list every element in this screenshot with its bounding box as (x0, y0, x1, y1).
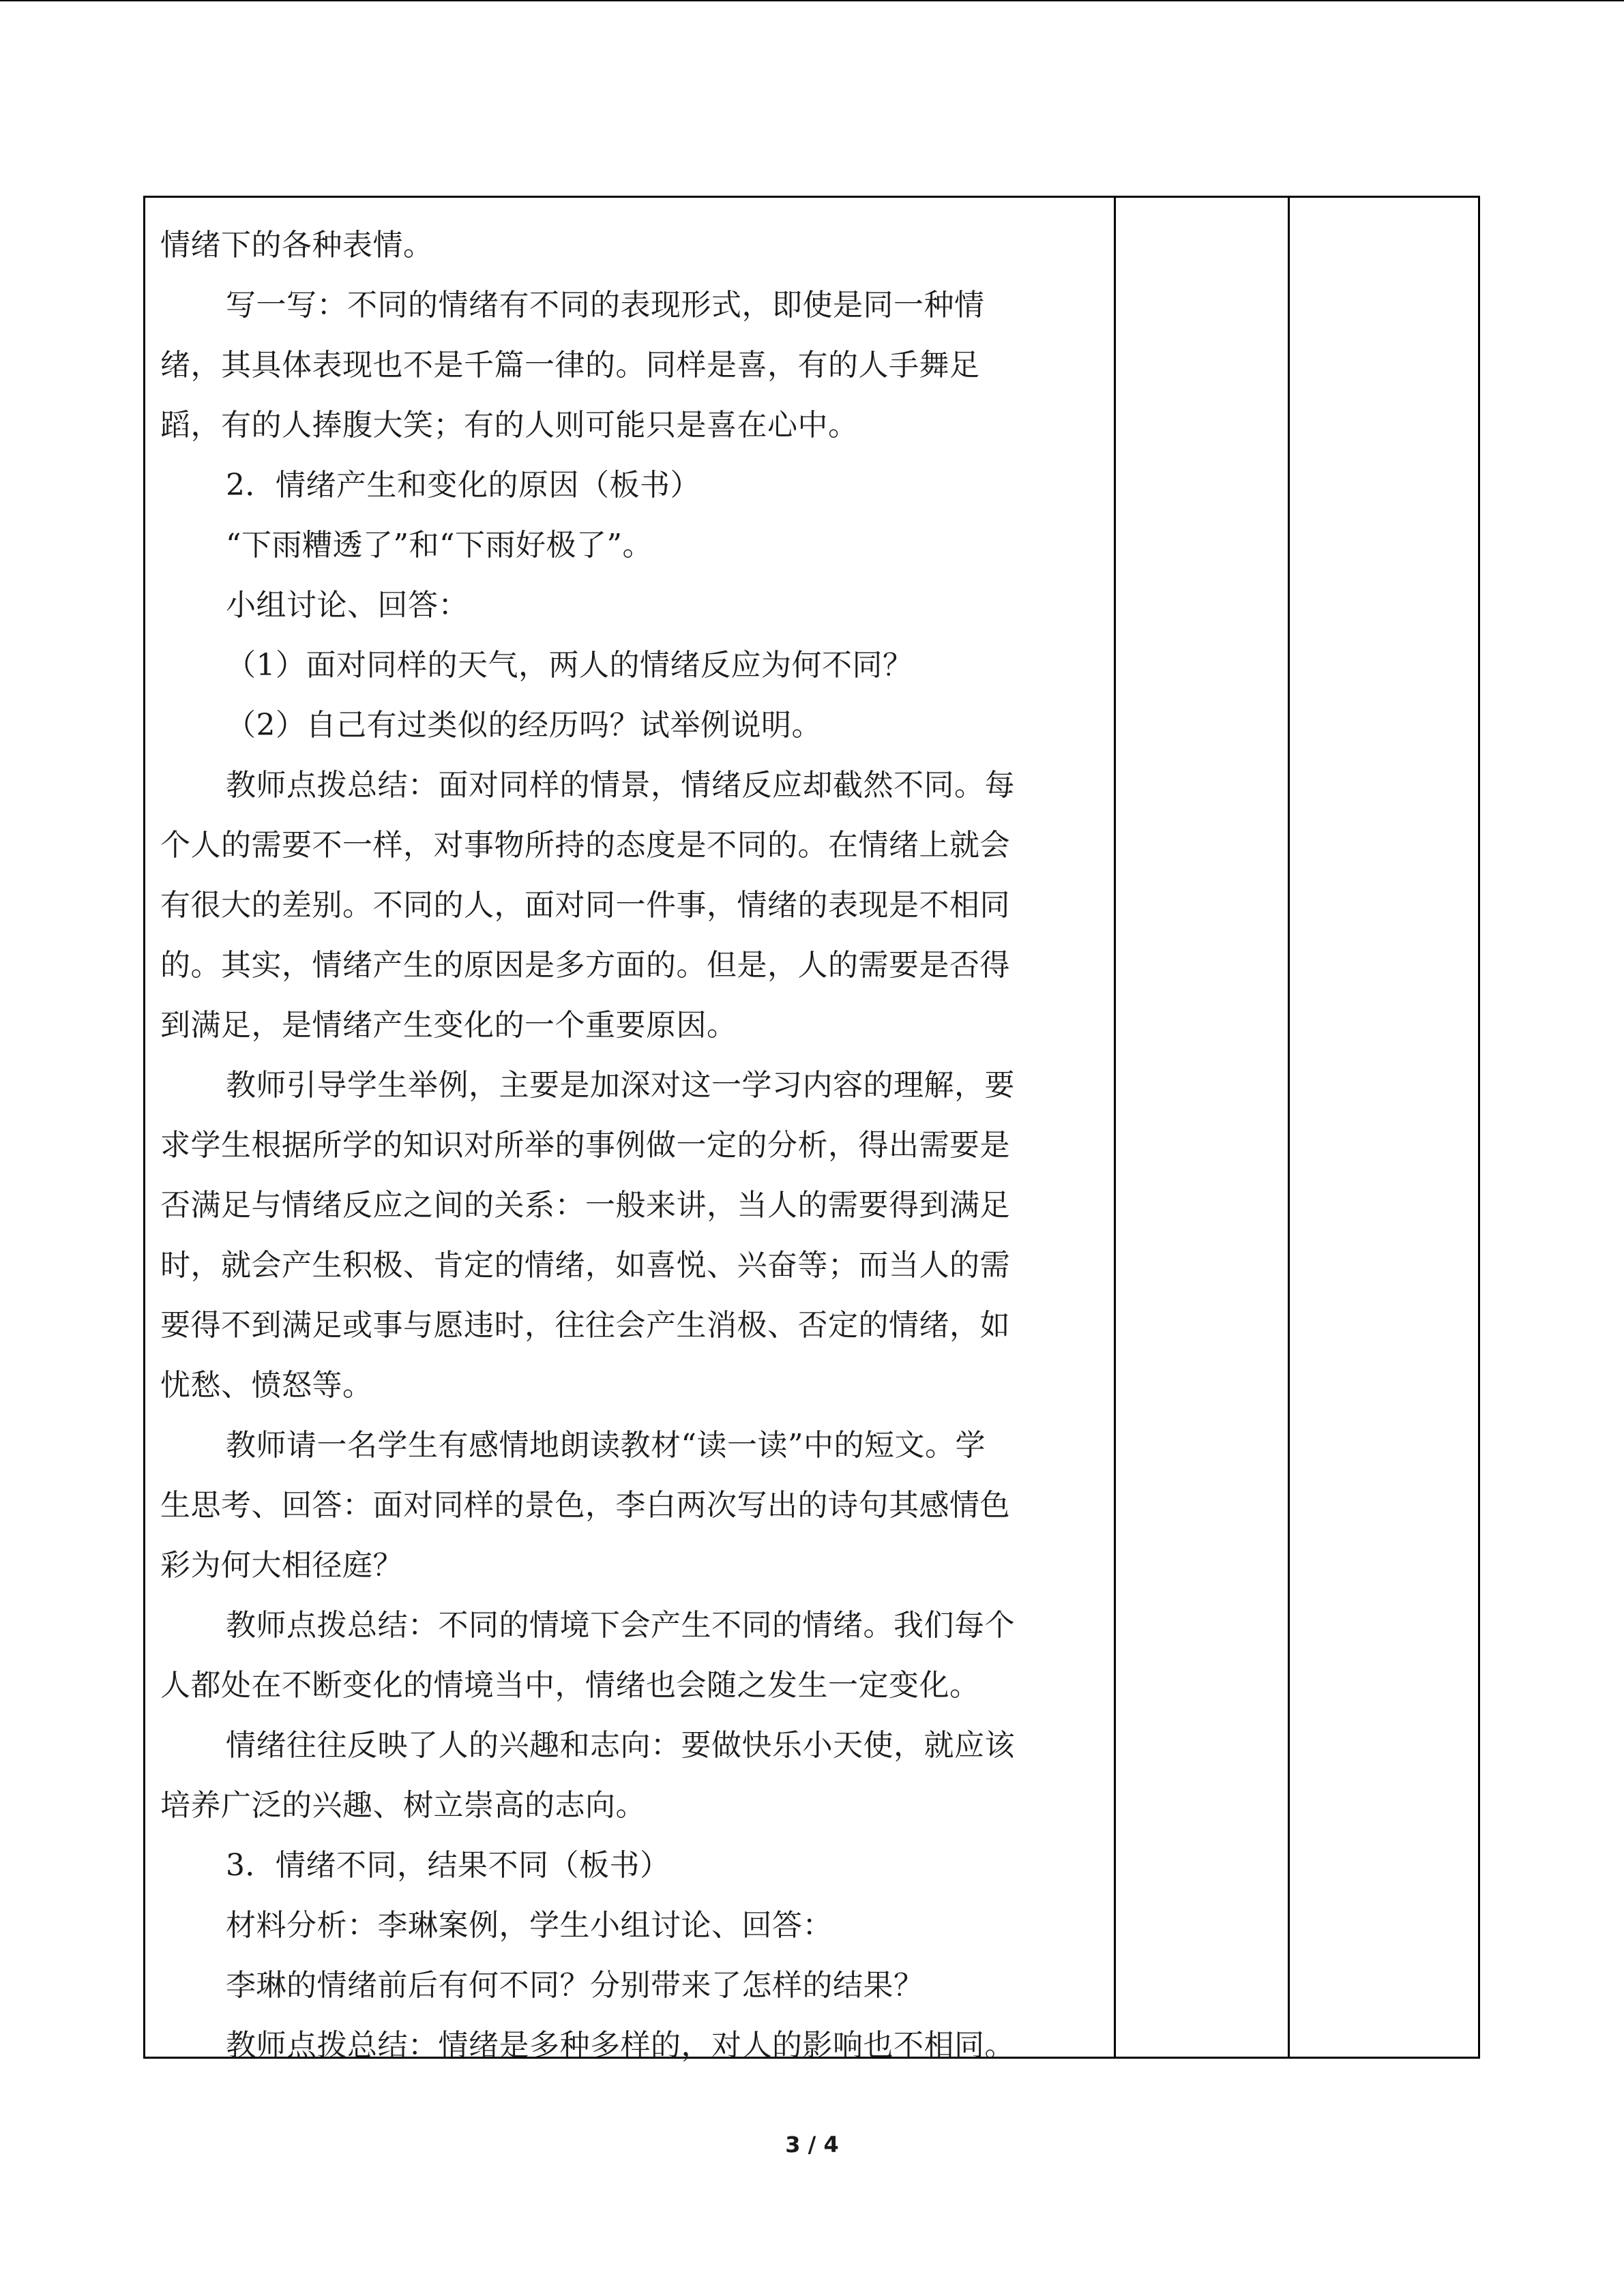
text-line: 绪，其具体表现也不是千篇一律的。同样是喜，有的人手舞足 (160, 348, 980, 383)
lesson-table (143, 196, 1480, 2063)
text-line: 生思考、回答：面对同样的景色，李白两次写出的诗句其感情色 (160, 1488, 1010, 1523)
page-top-rule (0, 0, 1624, 1)
column-divider (1114, 198, 1116, 2057)
text-line: 情绪往往反映了人的兴趣和志向：要做快乐小天使，就应该 (226, 1728, 1015, 1763)
text-line: 人都处在不断变化的情境当中，情绪也会随之发生一定变化。 (160, 1668, 980, 1703)
text-line: 求学生根据所学的知识对所举的事例做一定的分析，得出需要是 (160, 1128, 1010, 1163)
text-line: 教师点拨总结：面对同样的情景，情绪反应却截然不同。每 (226, 768, 1015, 803)
text-line: “下雨糟透了”和“下雨好极了”。 (226, 528, 653, 563)
text-line: 教师请一名学生有感情地朗读教材“读一读”中的短文。学 (226, 1428, 986, 1463)
text-line: 的。其实，情绪产生的原因是多方面的。但是，人的需要是否得 (160, 948, 1010, 983)
text-line: 教师点拨总结：不同的情境下会产生不同的情绪。我们每个 (226, 1608, 1015, 1643)
text-line: 情绪下的各种表情。 (160, 228, 434, 263)
text-line: 否满足与情绪反应之间的关系：一般来讲，当人的需要得到满足 (160, 1188, 1010, 1223)
column-divider (1288, 198, 1290, 2057)
text-line: 3．情绪不同，结果不同（板书） (226, 1848, 670, 1883)
text-line: 教师引导学生举例，主要是加深对这一学习内容的理解，要 (226, 1068, 1015, 1103)
text-line: （1）面对同样的天气，两人的情绪反应为何不同？ (226, 648, 913, 683)
text-line: 到满足，是情绪产生变化的一个重要原因。 (160, 1008, 737, 1043)
text-line: 要得不到满足或事与愿违时，往往会产生消极、否定的情绪，如 (160, 1308, 1010, 1343)
text-line: 彩为何大相径庭？ (160, 1548, 403, 1583)
text-line: 材料分析：李琳案例，学生小组讨论、回答： (226, 1908, 833, 1943)
text-line: 小组讨论、回答： (226, 588, 469, 623)
text-line: 写一写：不同的情绪有不同的表现形式，即使是同一种情 (226, 288, 985, 323)
text-line: 李琳的情绪前后有何不同？分别带来了怎样的结果？ (226, 1968, 924, 2003)
text-line: 蹈，有的人捧腹大笑；有的人则可能只是喜在心中。 (160, 408, 859, 443)
content-cell (160, 215, 1102, 2076)
text-line: 2．情绪产生和变化的原因（板书） (226, 468, 700, 503)
text-line: 培养广泛的兴趣、树立崇高的志向。 (160, 1788, 646, 1823)
text-line: 个人的需要不一样，对事物所持的态度是不同的。在情绪上就会 (160, 828, 1010, 863)
text-line: 教师点拨总结：情绪是多种多样的，对人的影响也不相同。 (226, 2028, 1015, 2063)
text-line: （2）自己有过类似的经历吗？试举例说明。 (226, 708, 822, 743)
text-line: 时，就会产生积极、肯定的情绪，如喜悦、兴奋等；而当人的需 (160, 1248, 1010, 1283)
page-number: 3 / 4 (785, 2132, 839, 2158)
text-line: 忧愁、愤怒等。 (160, 1368, 373, 1403)
text-line: 有很大的差别。不同的人，面对同一件事，情绪的表现是不相同 (160, 888, 1010, 923)
